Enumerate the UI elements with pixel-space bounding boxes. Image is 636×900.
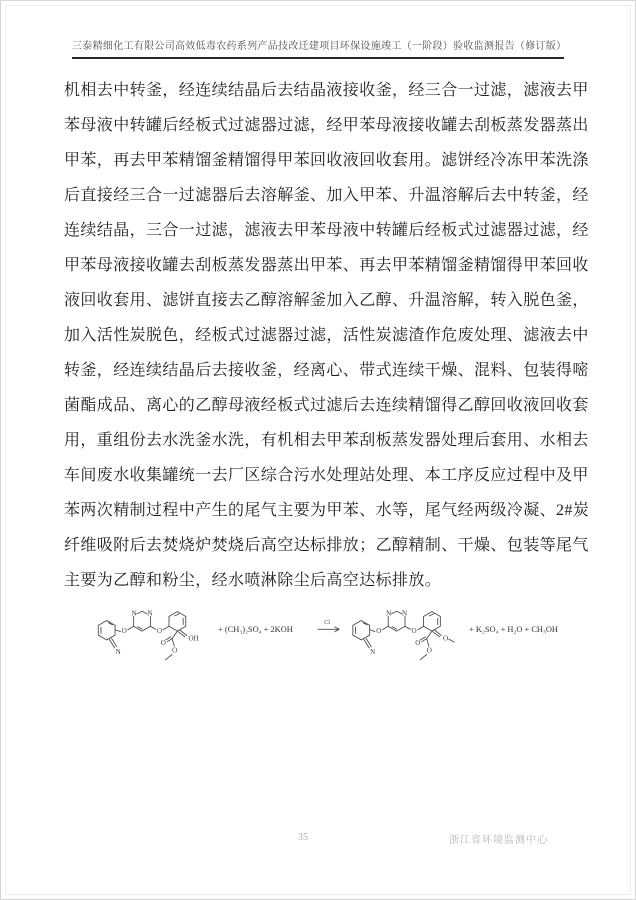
reaction-arrow-icon <box>318 627 339 632</box>
body-paragraph <box>64 73 590 598</box>
nitrogen-atom-label: N <box>386 609 392 618</box>
oxygen-atom-label: O <box>172 646 178 655</box>
oxygen-atom-label: O <box>376 626 382 635</box>
oxygen-atom-label: O <box>156 626 163 635</box>
body-text-line: 纤维吸附后去焚烧炉焚烧后高空达标排放；乙醇精制、干燥、包装等尾气 <box>64 537 589 554</box>
nitrogen-atom-label: N <box>115 648 121 657</box>
reaction-scheme <box>89 600 584 671</box>
body-text-line: 苯两次精制过程中产生的尾气主要为甲苯、水等，尾气经两级冷凝、2#炭 <box>64 502 590 519</box>
body-text-line: 后直接经三合一过滤器后去溶解釜、加入甲苯、升温溶解后去中转釜，经 <box>64 187 589 204</box>
body-text-line: 菌酯成品、离心的乙醇母液经板式过滤后去连续精馏得乙醇回收液回收套 <box>64 397 589 414</box>
body-text-line: 主要为乙醇和粉尘，经水喷淋除尘后高空达标排放。 <box>64 572 442 589</box>
nitrogen-atom-label: N <box>131 609 137 618</box>
body-text-line: 苯母液中转罐后经板式过滤器过滤，经甲苯母液接收罐去刮板蒸发器蒸出 <box>64 117 589 134</box>
body-text-line: 甲苯母液接收罐去刮板蒸发器蒸出甲苯、再去甲苯精馏釜精馏得甲苯回收 <box>64 257 589 274</box>
methoxy-oxygen-label: O <box>443 634 449 643</box>
body-text-line: 加入活性炭脱色，经板式过滤器过滤，活性炭滤渣作危废处理、滤液去中 <box>64 327 589 344</box>
body-text-line: 机相去中转釜，经连续结晶后去结晶液接收釜，经三合一过滤，滤液去甲 <box>64 82 589 99</box>
body-text-line: 车间废水收集罐统一去厂区综合污水处理站处理、本工序反应过程中及甲 <box>64 467 589 484</box>
hydroxyl-group-label: OH <box>188 634 199 643</box>
oxygen-atom-label: O <box>121 626 127 635</box>
product-atom-labels <box>370 610 454 656</box>
oxygen-atom-label: O <box>415 638 421 647</box>
arrow-condition-label: Cl <box>324 619 330 627</box>
nitrogen-atom-label: N <box>370 648 376 657</box>
oxygen-atom-label: O <box>411 626 417 635</box>
body-text-line: 用，重组份去水洗釜水洗，有机相去甲苯刮板蒸发器处理后套用、水相去 <box>64 432 589 449</box>
reagents-formula-text: + (CH₃)₂SO₄ + 2KOH <box>218 624 293 634</box>
products-formula-text: + K₂SO₄ + H₂O + CH₃OH <box>469 624 558 634</box>
body-text-line: 甲苯，再去甲苯精馏釜精馏得甲苯回收液回收套用。滤饼经冷冻甲苯洗涤 <box>64 152 589 169</box>
reaction-scheme-svg <box>89 600 584 671</box>
body-text-line: 转釜，经连续结晶后去接收釜，经离心、带式连续干燥、混料、包装得嘧 <box>64 362 589 379</box>
nitrogen-atom-label: N <box>147 609 153 618</box>
oxygen-atom-label: O <box>160 638 166 647</box>
body-text-line: 液回收套用、滤饼直接去乙醇溶解釜加入乙醇、升温溶解，转入脱色釜， <box>64 292 589 309</box>
body-text-line: 连续结晶，三合一过滤，滤液去甲苯母液中转罐后经板式过滤器过滤，经 <box>64 222 589 239</box>
nitrogen-atom-label: N <box>402 609 408 618</box>
footer-watermark: 浙江省环境监测中心 <box>449 835 548 846</box>
running-header: 三泰精细化工有限公司高效低毒农药系列产品技改迁建项目环保设施竣工（一阶段）验收监测报告（修订版） <box>72 37 564 59</box>
page-number: 35 <box>298 832 308 843</box>
oxygen-atom-label: O <box>426 646 432 655</box>
